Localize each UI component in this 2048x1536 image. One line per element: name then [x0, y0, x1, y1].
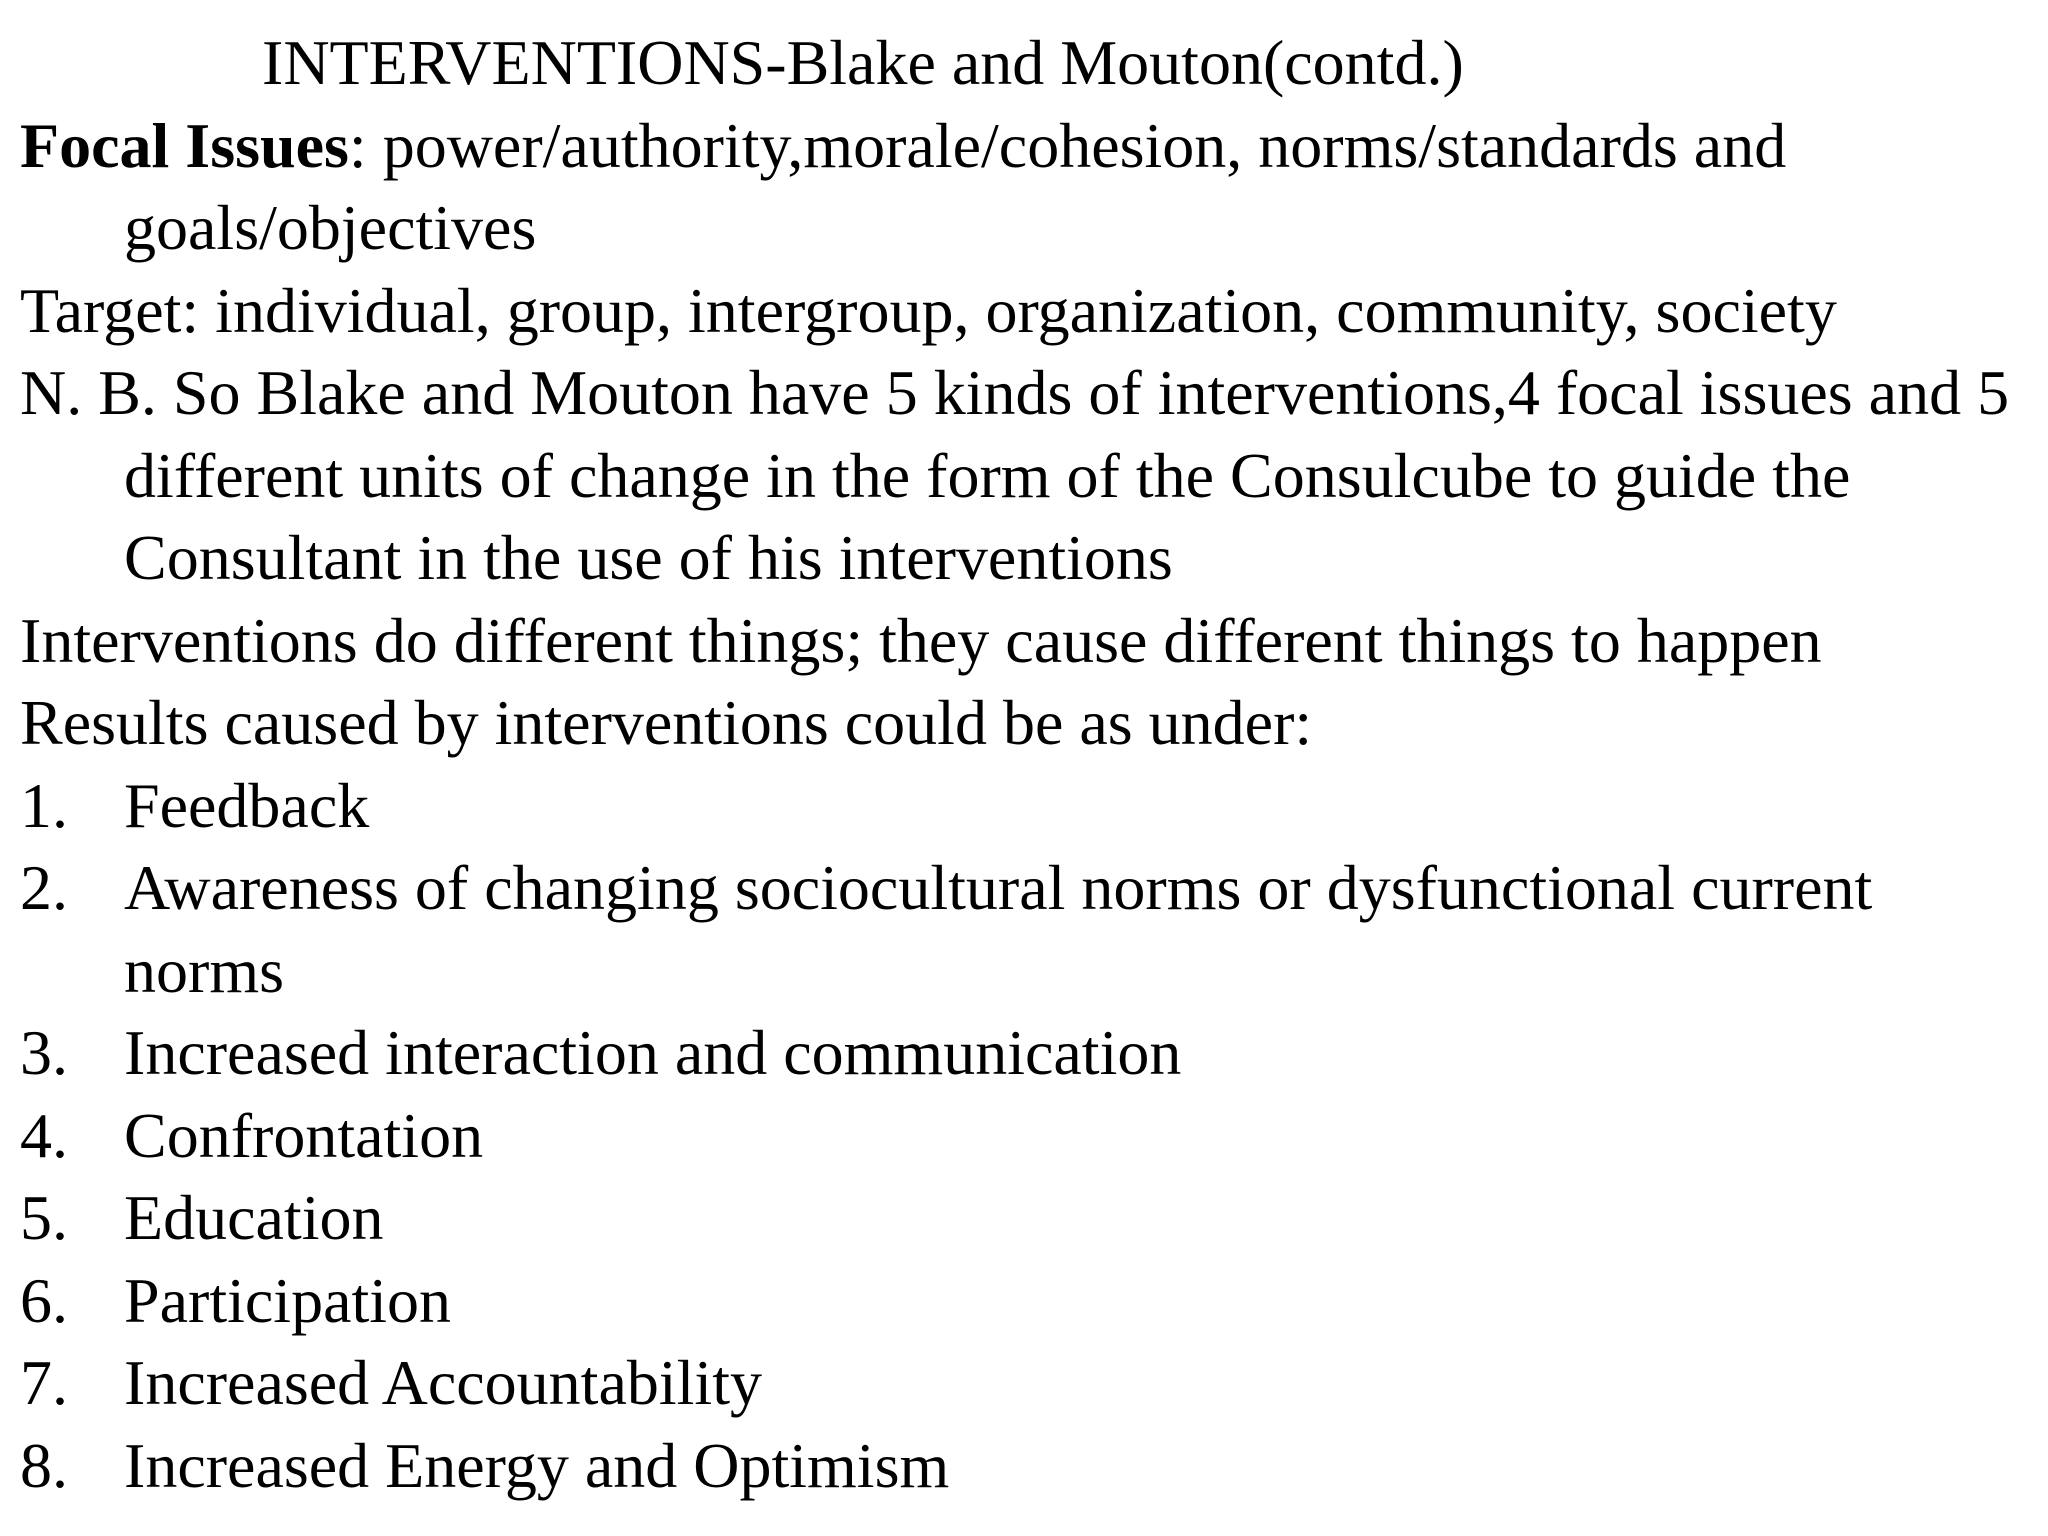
focal-issues-label: Focal Issues — [20, 109, 349, 181]
list-item — [20, 1425, 2028, 1508]
list-item-number: 2. — [20, 852, 68, 923]
results-intro: Results caused by interventions could be as under: — [20, 687, 1313, 758]
focal-issues-text: : power/authority,morale/cohesion, norms/standards and goals/objectives — [124, 109, 1787, 263]
list-item-number: 1. — [20, 769, 68, 841]
list-item-number: 4. — [20, 1099, 68, 1171]
list-item-text: Increased Accountability — [124, 1347, 762, 1418]
list-item-text: Increased Energy and Optimism — [124, 1429, 950, 1501]
list-item-text: Confrontation — [124, 1099, 484, 1171]
list-item — [20, 1342, 2028, 1425]
list-item — [20, 1177, 2028, 1260]
list-item — [20, 1012, 2028, 1095]
list-item-text: Participation — [124, 1264, 452, 1336]
list-item — [20, 765, 2028, 848]
list-item-number: 7. — [20, 1347, 68, 1418]
list-item — [20, 847, 2028, 1012]
target-paragraph: Target: individual, group, intergroup, organization, community, society — [20, 274, 1837, 346]
list-item-text: Feedback — [124, 769, 370, 841]
slide-title: INTERVENTIONS-Blake and Mouton(contd.) — [262, 27, 1464, 98]
list-item-text: Education — [124, 1182, 384, 1253]
focal-issues-paragraph — [20, 105, 2028, 270]
results-list — [20, 765, 2028, 1508]
list-item — [20, 1095, 2028, 1178]
list-item-text: Awareness of changing sociocultural norms or dysfunctional current norms — [124, 852, 1873, 1006]
interventions-statement: Interventions do different things; they cause different things to happen — [20, 604, 1822, 676]
list-item — [20, 1260, 2028, 1343]
list-item-number: 3. — [20, 1017, 68, 1088]
list-item-text: Increased interaction and communication — [124, 1017, 1182, 1088]
list-item-number: 5. — [20, 1182, 68, 1253]
list-item-number: 8. — [20, 1429, 68, 1501]
nb-paragraph: N. B. So Blake and Mouton have 5 kinds of interventions,4 focal issues and 5 different units of change in the form of the Consulcube to guide the Consultant in the use of his interventions — [20, 357, 2010, 593]
list-item-number: 6. — [20, 1264, 68, 1336]
